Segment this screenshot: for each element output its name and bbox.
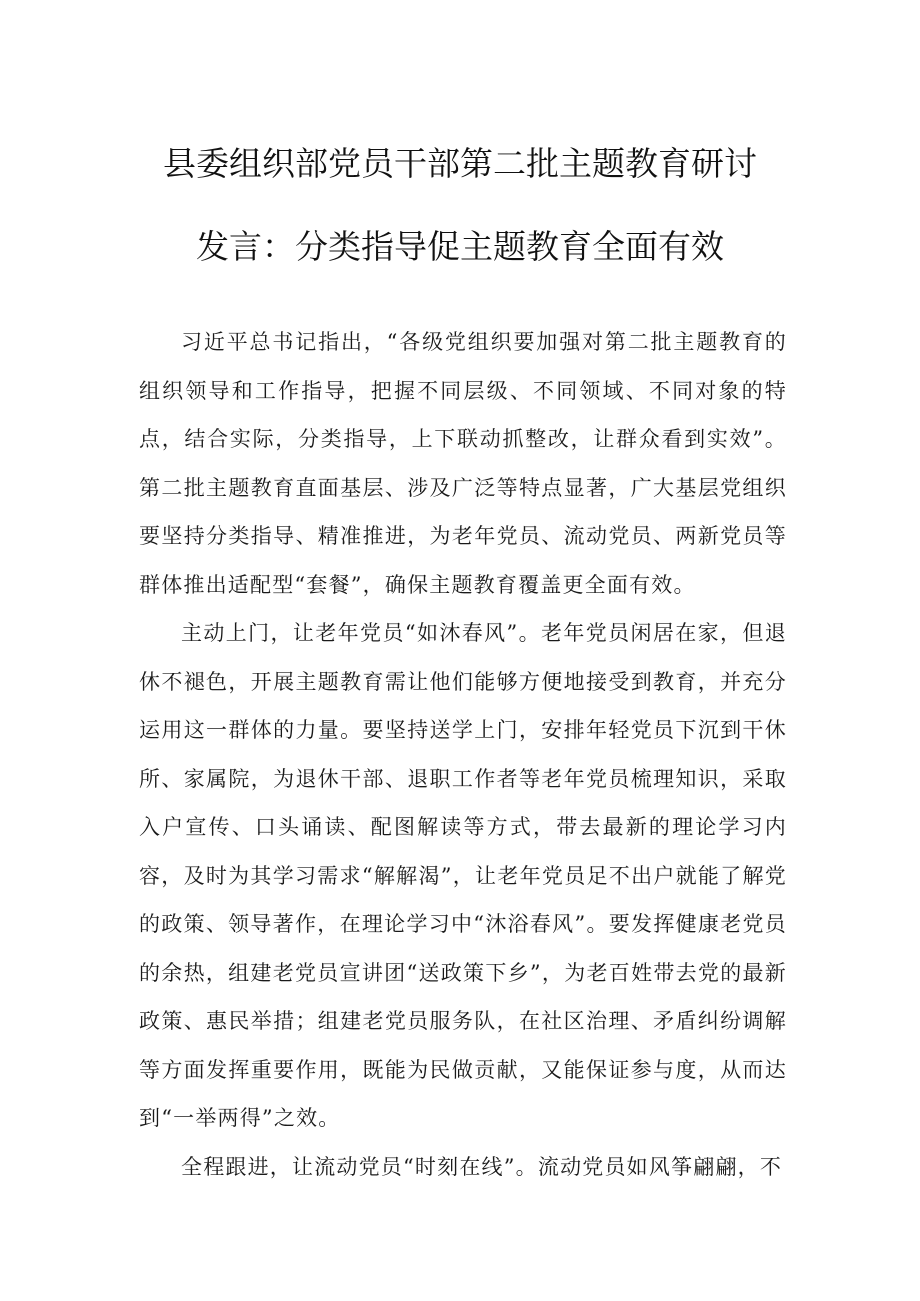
paragraph-intro: 习近平总书记指出，“各级党组织要加强对第二批主题教育的组织领导和工作指导，把握不同层级、不同领域、不同对象的特点，结合实际，分类指导，上下联动抓整改，让群众看到实效”。第二批主题教育直面基层、涉及广泛等特点显著，广大基层党组织要坚持分类指导、精准推进，为老年党员、流动党员、两新党员等群体推出适配型“套餐”，确保主题教育覆盖更全面有效。 — [139, 330, 787, 597]
document-title-line-2: 发言：分类指导促主题教育全面有效 — [196, 227, 724, 266]
document-body — [139, 318, 787, 1191]
paragraph-mobile-members: 全程跟进，让流动党员“时刻在线”。流动党员如风筝翩翩，不 — [181, 1154, 783, 1179]
paragraph-elderly-members: 主动上门，让老年党员“如沐春风”。老年党员闲居在家，但退休不褪色，开展主题教育需让他们能够方便地接受到教育，并充分运用这一群体的力量。要坚持送学上门，安排年轻党员下沉到干休所、家属院，为退休干部、退职工作者等老年党员梳理知识，采取入户宣传、口头诵读、配图解读等方式，带去最新的理论学习内容，及时为其学习需求“解解渴”，让老年党员足不出户就能了解党的政策、领导著作，在理论学习中“沐浴春风”。要发挥健康老党员的余热，组建老党员宣讲团“送政策下乡”，为老百姓带去党的最新政策、惠民举措；组建老党员服务队，在社区治理、矛盾纠纷调解等方面发挥重要作用，既能为民做贡献，又能保证参与度，从而达到“一举两得”之效。 — [139, 621, 787, 1130]
document-title-line-1: 县委组织部党员干部第二批主题教育研讨 — [163, 144, 757, 183]
